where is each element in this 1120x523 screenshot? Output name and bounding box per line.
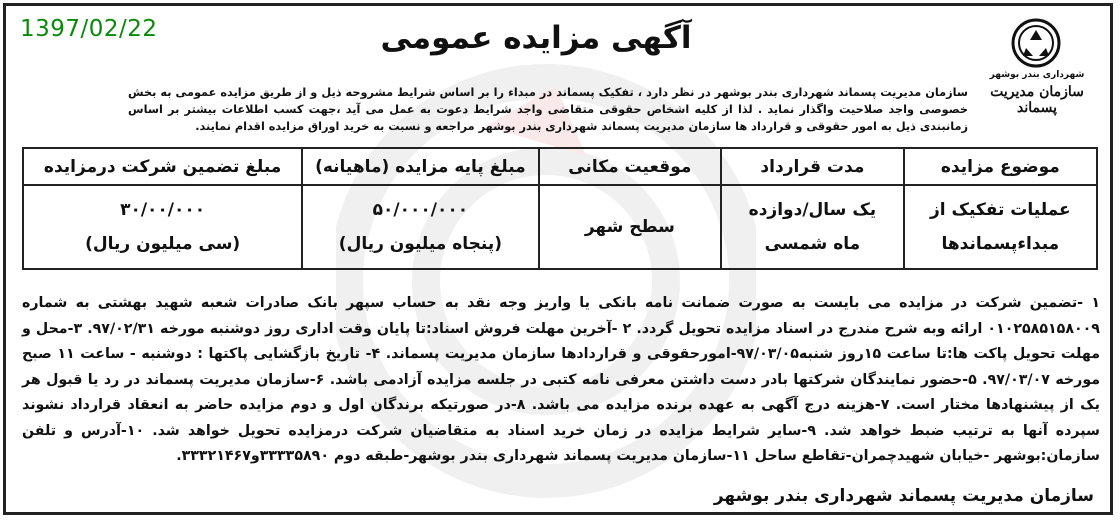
logo-organization-text: سازمان مدیریت پسماند xyxy=(990,84,1084,116)
intro-paragraph: سازمان مدیریت پسماند شهرداری بندر بوشهر در نظر دارد ، تفکیک پسماند در مبداء را بر اساس شرایط مشروحه ذیل و از طریق مزایده عمومی به بخش خصوصی واجد صلاحیت واگذار نماید . لذا از کلیه اشخاص حقوقی متقاضی واجد شرایط دعوت به عمل می آید ،جهت کسب اطلاعات بیشتر بر اساس زمانبندی ذیل به امور حقوقی و قرارداد ها سازمان مدیریت پسماند شهرداری بندر بوشهر مراجعه و نسبت به خرید اوراق مزایده اقدام نمایند. xyxy=(128,86,968,133)
page-title: آگهی مزایده عمومی xyxy=(380,20,692,56)
cell-base-amount xyxy=(302,185,538,269)
cell-location xyxy=(539,185,722,269)
guarantee-amount-words: (سی میلیون ریال) xyxy=(85,234,241,254)
notice-date: 1397/02/22 xyxy=(20,16,158,42)
header-base-amount: مبلغ پایه مزایده (ماهیانه) xyxy=(302,148,538,185)
header-location: موقعیت مکانی xyxy=(539,148,722,185)
table-row xyxy=(23,185,1097,269)
table-header-row xyxy=(23,148,1097,185)
duration-line2: ماه شمسی xyxy=(764,234,861,254)
footer-organization: سازمان مدیریت پسماند شهرداری بندر بوشهر xyxy=(713,486,1094,506)
recycle-emblem-icon xyxy=(1011,18,1061,68)
terms-paragraph: ۱ -تضمین شرکت در مزایده می بایست به صورت ضمانت نامه بانکی یا واریز وجه نقد به حساب سپهر بانک صادرات شعبه شهید بهشتی به شماره ۰۱۰۲۵۸۵۱۵۸۰۰۹ ارائه وبه شرح مندرج در اسناد مزایده تحویل گردد. ۲ -آخرین مهلت فروش اسناد:تا پایان وقت اداری روز دوشنبه مورخه ۹۷/۰۲/۳۱. ۳-محل و مهلت تحویل پاکت ها:تا ساعت ۱۵روز شنبه۹۷/۰۳/۰۵-امورحقوقی و قراردادها سازمان مدیریت پسماند. ۴- تاریخ بازگشایی پاکتها : دوشنبه - ساعت ۱۱ صبح مورخه ۹۷/۰۳/۰۷. ۵-حضور نمایندگان شرکتها بادر دست داشتن معرفی نامه کتبی در جلسه مزایده آزادمی باشد. ۶-سازمان مدیریت پسماند در رد یا قبول هر یک از پیشنهادها مختار است. ۷-هزینه درج آگهی به عهده برنده مزایده می باشد. ۸-در صورتیکه برندگان اول و دوم مزایده حاضر به انعقاد قرارداد نشوند سپرده آنها به ترتیب ضبط خواهد شد. ۹-سایر شرایط مزایده در زمان خرید اسناد به متقاضیان شرکت درمزایده تحویل خواهد شد. ۱۰-آدرس و تلفن سازمان:بوشهر -خیابان شهیدچمران-تقاطع ساحل ۱۱-سازمان مدیریت پسماند شهرداری بندر بوشهر-طبقه دوم ۳۳۳۳۵۸۹۰و۳۳۳۲۱۴۶۷. xyxy=(22,295,1101,464)
location-text: سطح شهر xyxy=(584,217,675,237)
organization-logo xyxy=(978,18,1096,122)
base-amount-words: (پنجاه میلیون ریال) xyxy=(338,234,502,254)
header-subject: موضوع مزایده xyxy=(904,148,1097,185)
header-duration: مدت قرارداد xyxy=(721,148,904,185)
logo-municipality-text: شهرداری بندر بوشهر xyxy=(989,70,1085,80)
auction-table xyxy=(22,147,1098,270)
subject-line2: مبداءپسماندها xyxy=(941,234,1060,254)
cell-subject xyxy=(904,185,1097,269)
guarantee-amount: ۳۰/۰۰/۰۰۰ xyxy=(120,200,206,220)
base-amount: ۵۰/۰۰۰/۰۰۰ xyxy=(372,200,469,220)
header-guarantee-amount: مبلغ تضمین شرکت درمزایده xyxy=(23,148,302,185)
subject-line1: عملیات تفکیک از xyxy=(930,200,1071,220)
cell-guarantee-amount xyxy=(23,185,302,269)
duration-line1: یک سال/دوازده xyxy=(748,200,877,220)
notice-frame xyxy=(3,3,1113,515)
cell-duration xyxy=(721,185,904,269)
